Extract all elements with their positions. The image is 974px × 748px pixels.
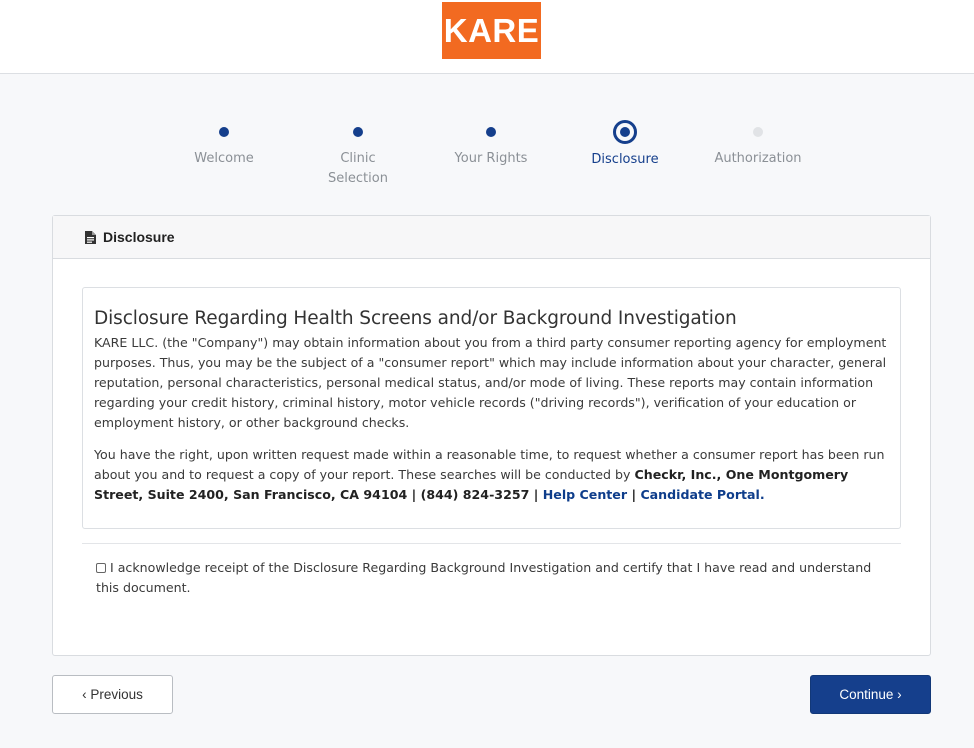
disclosure-paragraph-2-intro: You have the right, upon written request made within a reasonable time, to request whether a consumer report has been run about you and to request a copy of your report. These searches will be conducted by — [94, 447, 885, 482]
step-disclosure[interactable] — [560, 118, 690, 170]
progress-stepper — [0, 118, 974, 198]
step-label: Welcome — [194, 151, 254, 166]
acknowledgement-text: I acknowledge receipt of the Disclosure Regarding Background Investigation and certify that I have read and understand this document. — [96, 560, 872, 595]
disclosure-box — [82, 287, 901, 529]
disclosure-paragraph-1: KARE LLC. (the "Company") may obtain information about you from a third party consumer reporting agency for employment purposes. Thus, you may be the subject of a "consumer report" which may include information about your character, general reputation, personal characteristics, personal medical status, and/or mode of living. These reports may contain information regarding your credit history, criminal history, motor vehicle records ("driving records"), verification of your education or employment history, or other background checks. — [94, 335, 887, 430]
acknowledgement — [96, 558, 896, 598]
step-clinic-selection[interactable] — [293, 118, 423, 189]
disclosure-paragraph-2 — [94, 445, 889, 505]
disclosure-card — [52, 215, 931, 656]
step-active-ring-icon — [613, 120, 637, 144]
step-label: Your Rights — [454, 151, 528, 166]
card-title: Disclosure — [103, 229, 175, 245]
disclosure-heading: Disclosure Regarding Health Screens and/or Background Investigation — [94, 308, 737, 329]
previous-button[interactable]: ‹ Previous — [52, 675, 173, 714]
step-complete-dot-icon — [353, 127, 363, 137]
candidate-portal-link[interactable]: Candidate Portal. — [640, 487, 765, 502]
link-separator: | — [627, 487, 641, 502]
step-label: Clinic Selection — [328, 151, 388, 186]
step-label: Authorization — [714, 151, 802, 166]
divider — [82, 543, 901, 544]
logo-text: KARE — [443, 11, 540, 49]
step-pending-dot-icon — [753, 127, 763, 137]
step-authorization — [693, 118, 823, 169]
acknowledge-checkbox[interactable] — [96, 563, 106, 573]
step-complete-dot-icon — [219, 127, 229, 137]
step-complete-dot-icon — [486, 127, 496, 137]
top-bar — [0, 0, 974, 74]
step-your-rights[interactable] — [426, 118, 556, 169]
checkr-contact: Checkr, Inc., One Montgomery Street, Suite 2400, San Francisco, CA 94104 | (844) 824-3257 | — [94, 467, 849, 502]
document-icon — [85, 231, 96, 244]
step-label: Disclosure — [591, 152, 659, 167]
help-center-link[interactable]: Help Center — [542, 487, 628, 502]
kare-logo — [442, 2, 541, 59]
card-header — [53, 216, 930, 259]
continue-button[interactable]: Continue › — [810, 675, 931, 714]
step-welcome[interactable] — [159, 118, 289, 169]
